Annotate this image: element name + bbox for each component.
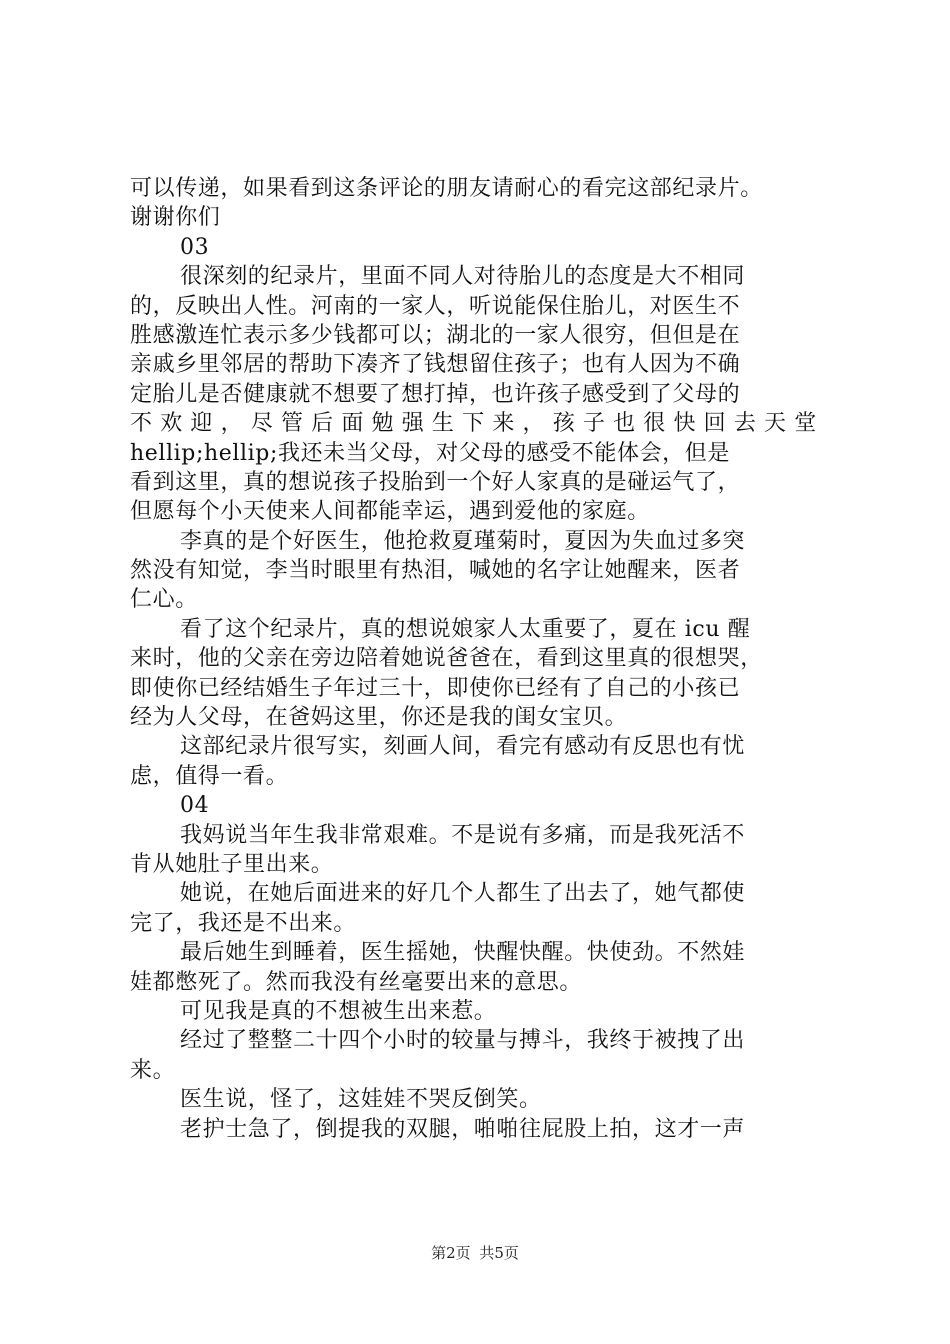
page-footer [0, 1242, 950, 1263]
text-line: 经过了整整二十四个小时的较量与搏斗，我终于被拽了出 [180, 1028, 746, 1054]
text-line: 可以传递，如果看到这条评论的朋友请耐心的看完这部纪录片。 [130, 176, 763, 201]
text-line: 然没有知觉，李当时眼里有热泪，喊她的名字让她醒来，医者 [130, 558, 741, 584]
text-line: 可见我是真的不想被生出来惹。 [180, 998, 497, 1024]
text-line: 娃都憋死了。然而我没有丝毫要出来的意思。 [130, 969, 583, 995]
text-line: 老护士急了，倒提我的双腿，啪啪往屁股上拍，这才一声 [180, 1116, 746, 1142]
page-number: 第2页 [431, 1244, 471, 1262]
text-line: 这部纪录片很写实，刻画人间，看完有感动有反思也有忧 [180, 734, 746, 760]
text-line: 来时，他的父亲在旁边陪着她说爸爸在，看到这里真的很想哭， [130, 646, 763, 672]
text-line: 但愿每个小天使来人间都能幸运，遇到爱他的家庭。 [130, 499, 650, 525]
text-line: 看了这个纪录片，真的想说娘家人太重要了，夏在 icu 醒 [180, 616, 751, 642]
text-line: 完了，我还是不出来。 [130, 910, 357, 936]
text-line: 03 [180, 234, 210, 260]
text-line: 谢谢你们 [130, 205, 221, 231]
text-line: 她说，在她后面进来的好几个人都生了出去了，她气都使 [180, 881, 746, 907]
text-line: 04 [180, 793, 210, 819]
text-line: 来。 [130, 1057, 176, 1083]
text-line: 亲戚乡里邻居的帮助下凑齐了钱想留住孩子；也有人因为不确 [130, 352, 741, 378]
text-line: 肯从她肚子里出来。 [130, 851, 334, 877]
text-line: 定胎儿是否健康就不想要了想打掉，也许孩子感受到了父母的 [130, 381, 741, 407]
page-total: 共5页 [479, 1244, 519, 1262]
text-line: 李真的是个好医生，他抢救夏瑾菊时，夏因为失血过多突 [180, 528, 746, 554]
text-line: 我妈说当年生我非常艰难。不是说有多痛，而是我死活不 [180, 822, 746, 848]
text-line: hellip;hellip;我还未当父母，对父母的感受不能体会，但是 [130, 440, 730, 466]
text-line: 不 欢 迎 ， 尽 管 后 面 勉 强 生 下 来 ， 孩 子 也 很 快 回 去 天 堂 [130, 411, 817, 437]
body-text [130, 174, 830, 1144]
text-line: 经为人父母，在爸妈这里，你还是我的闺女宝贝。 [130, 705, 628, 731]
text-line: 的，反映出人性。河南的一家人，听说能保住胎儿，对医生不 [130, 293, 741, 319]
text-line: 很深刻的纪录片，里面不同人对待胎儿的态度是大不相同 [180, 264, 746, 290]
text-line: 即使你已经结婚生子年过三十，即使你已经有了自己的小孩已 [130, 675, 741, 701]
text-line: 医生说，怪了，这娃娃不哭反倒笑。 [180, 1087, 542, 1113]
text-line: 仁心。 [130, 587, 198, 613]
text-line: 胜感激连忙表示多少钱都可以；湖北的一家人很穷，但但是在 [130, 322, 741, 348]
text-line: 看到这里，真的想说孩子投胎到一个好人家真的是碰运气了， [130, 469, 741, 495]
text-line: 最后她生到睡着，医生摇她，快醒快醒。快使劲。不然娃 [180, 940, 746, 966]
text-line: 虑，值得一看。 [130, 763, 289, 789]
